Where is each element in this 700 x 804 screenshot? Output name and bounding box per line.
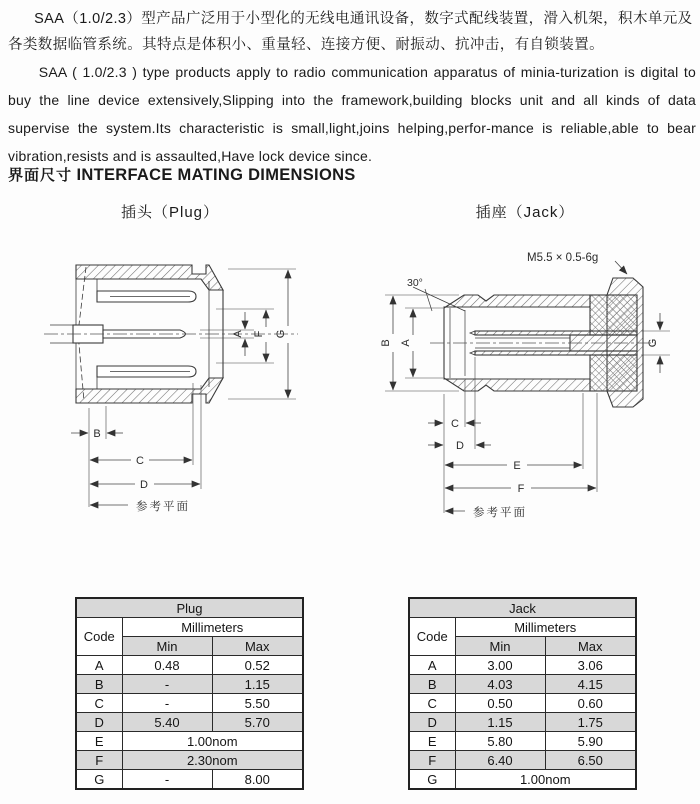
table-title-row xyxy=(76,598,303,618)
min-cell: - xyxy=(122,675,212,694)
dim-row-a xyxy=(76,656,303,675)
min-cell: 0.48 xyxy=(122,656,212,675)
unit-header-row xyxy=(76,618,303,637)
jack-dim-label-g: G xyxy=(647,338,659,348)
table-title-row xyxy=(409,598,636,618)
dim-row-c xyxy=(409,694,636,713)
value-cell: 1.00nom xyxy=(122,732,303,751)
max-cell: 5.50 xyxy=(212,694,303,713)
value-cell: 2.30nom xyxy=(122,751,303,770)
min-cell: 5.80 xyxy=(455,732,545,751)
min-cell: - xyxy=(122,770,212,790)
jack-thread-label: M5.5 × 0.5-6g xyxy=(527,252,599,264)
dim-row-b xyxy=(409,675,636,694)
plug-caption: 插头（Plug） xyxy=(120,204,220,221)
jack-ref-plane-label: 参考平面 xyxy=(473,507,527,519)
max-cell: 1.75 xyxy=(545,713,636,732)
code-cell: B xyxy=(76,675,122,694)
max-header: Max xyxy=(212,637,303,656)
plug-dimensions-table xyxy=(75,597,304,790)
code-cell: G xyxy=(409,770,455,790)
max-cell: 5.90 xyxy=(545,732,636,751)
max-cell: 4.15 xyxy=(545,675,636,694)
thread-block-bottom xyxy=(590,355,637,391)
code-cell: D xyxy=(76,713,122,732)
dim-row-d xyxy=(76,713,303,732)
socket-wall-top xyxy=(475,331,637,335)
plug-dim-label-a: A xyxy=(232,330,244,338)
intro-paragraph-cn: SAA（1.0/2.3）型产品广泛用于小型化的无线电通讯设备，数字式配线装置，滑入机架，积木单元及各类数据临管系统。其特点是体积小、重量轻、连接方便、耐振动、抗冲击，有自锁装置。 xyxy=(8,11,693,53)
jack-drawing xyxy=(355,235,700,530)
min-cell: 0.50 xyxy=(455,694,545,713)
dim-row-d xyxy=(409,713,636,732)
jack-top-wall xyxy=(444,295,590,308)
code-cell: C xyxy=(76,694,122,713)
unit-header: Millimeters xyxy=(455,618,636,637)
max-cell: 3.06 xyxy=(545,656,636,675)
table-title: Jack xyxy=(409,598,636,618)
min-cell: 6.40 xyxy=(455,751,545,770)
section-heading-en: INTERFACE MATING DIMENSIONS xyxy=(76,166,356,184)
min-cell: 1.15 xyxy=(455,713,545,732)
plug-dim-label-b: B xyxy=(93,428,101,440)
jack-dim-label-d: D xyxy=(456,440,464,452)
plug-dim-label-d: D xyxy=(140,479,148,491)
code-cell: E xyxy=(409,732,455,751)
unit-header: Millimeters xyxy=(122,618,303,637)
min-cell: 5.40 xyxy=(122,713,212,732)
plug-dim-label-c: C xyxy=(136,455,144,467)
jack-dim-label-e: E xyxy=(513,460,521,472)
dim-row-e xyxy=(409,732,636,751)
code-cell: F xyxy=(76,751,122,770)
thread-block-top xyxy=(590,295,637,335)
jack-caption: 插座（Jack） xyxy=(475,204,575,221)
min-header: Min xyxy=(122,637,212,656)
dim-row-b xyxy=(76,675,303,694)
max-cell: 1.15 xyxy=(212,675,303,694)
plug-top-wall xyxy=(76,265,223,290)
code-cell: A xyxy=(76,656,122,675)
code-cell: C xyxy=(409,694,455,713)
min-cell: 4.03 xyxy=(455,675,545,694)
min-header: Min xyxy=(455,637,545,656)
max-cell: 5.70 xyxy=(212,713,303,732)
code-cell: B xyxy=(409,675,455,694)
min-cell: - xyxy=(122,694,212,713)
section-heading xyxy=(8,164,356,185)
dim-row-a xyxy=(409,656,636,675)
jack-dim-label-f: F xyxy=(517,483,525,495)
max-header: Max xyxy=(545,637,636,656)
intro-paragraph-en: SAA ( 1.0/2.3 ) type products apply to radio communication apparatus of minia-turization is digital to buy the line device extensively,Slipping into the framework,building blocks unit and all kinds of data supervise the system.Its characteristic is small,light,joins helping,perfor-mance is reliable,able to bear vibration,resists and is assaulted,Have lock device since. xyxy=(8,64,696,164)
dim-row-f xyxy=(76,751,303,770)
plug-dim-label-g: G xyxy=(275,329,287,339)
code-cell: F xyxy=(409,751,455,770)
dim-row-g xyxy=(409,770,636,790)
code-cell: G xyxy=(76,770,122,790)
code-header: Code xyxy=(76,618,122,656)
max-cell: 6.50 xyxy=(545,751,636,770)
code-header: Code xyxy=(409,618,455,656)
max-cell: 8.00 xyxy=(212,770,303,790)
min-cell: 3.00 xyxy=(455,656,545,675)
code-cell: E xyxy=(76,732,122,751)
value-cell: 1.00nom xyxy=(455,770,636,790)
jack-dim-label-b: B xyxy=(380,339,392,347)
section-heading-cn: 界面尺寸 xyxy=(8,167,73,184)
plug-ref-plane-label: 参考平面 xyxy=(136,501,190,513)
jack-body xyxy=(413,278,643,407)
max-cell: 0.60 xyxy=(545,694,636,713)
unit-header-row xyxy=(409,618,636,637)
plug-dimension-lines xyxy=(71,269,296,507)
dim-row-f xyxy=(409,751,636,770)
jack-angle-label: 30° xyxy=(407,277,423,289)
jack-dim-label-c: C xyxy=(451,418,459,430)
max-cell: 0.52 xyxy=(212,656,303,675)
code-cell: A xyxy=(409,656,455,675)
dim-row-c xyxy=(76,694,303,713)
jack-dim-label-a: A xyxy=(400,339,412,347)
plug-drawing xyxy=(20,233,330,523)
jack-dimensions-table xyxy=(408,597,637,790)
dim-row-e xyxy=(76,732,303,751)
jack-bottom-wall xyxy=(444,378,590,391)
socket-wall-bottom xyxy=(475,351,637,355)
table-title: Plug xyxy=(76,598,303,618)
plug-dim-label-f: F xyxy=(253,330,265,338)
code-cell: D xyxy=(409,713,455,732)
dim-row-g xyxy=(76,770,303,790)
